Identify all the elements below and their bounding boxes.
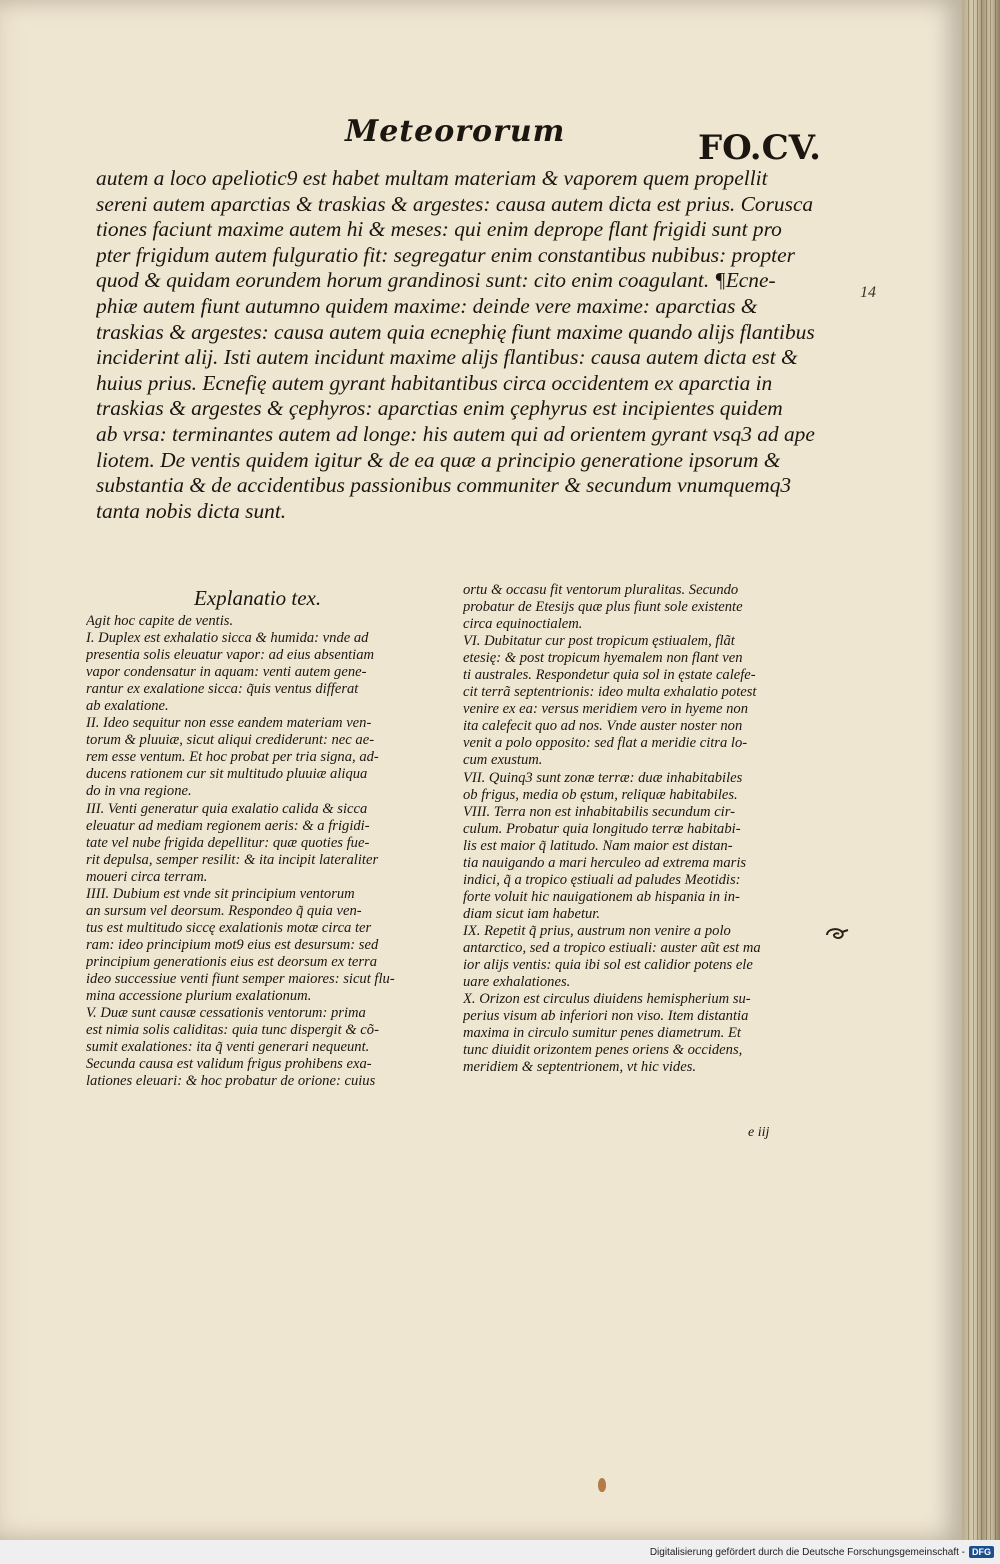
running-title: Meteororum xyxy=(345,114,566,149)
right-column-line: X. Orizon est circulus diuidens hemispherium su- xyxy=(463,991,751,1008)
margin-note: 14 xyxy=(860,284,876,301)
right-column-line: ior alijs ventis: quia ibi sol est calidior potens ele xyxy=(463,957,753,974)
right-column-line: ti australes. Respondetur quia sol in ęstate calefe- xyxy=(463,667,756,684)
left-column-line: lationes eleuari: & hoc probatur de orione: cuius xyxy=(86,1073,376,1090)
main-text-line: traskias & argestes & çephyros: aparctias enim çephyrus est incipientes quidem xyxy=(96,396,783,421)
commentary-left-column xyxy=(86,613,442,1090)
commentary-right-column xyxy=(463,582,821,1076)
main-text-line: autem a loco apeliotic9 est habet multam materiam & vaporem quem propellit xyxy=(96,166,768,190)
right-column-line: maxima in circulo sumitur penes diametrum. Et xyxy=(463,1025,741,1042)
main-text-line: phiæ autem fiunt autumno quidem maxime: deinde vere maxime: aparctias & xyxy=(96,293,758,318)
left-column-line: eleuatur ad mediam regionem aeris: & a frigidi- xyxy=(86,817,370,834)
left-column-line: do in vna regione. xyxy=(86,783,192,800)
right-column-line: lis est maior q̃ latitudo. Nam maior est distan- xyxy=(463,837,733,854)
left-column-line: rem esse ventum. Et hoc probat per tria signa, ad- xyxy=(86,749,379,766)
signature-mark: e iij xyxy=(748,1125,770,1140)
left-column-line: est nimia solis caliditas: quia tunc dispergit & cõ- xyxy=(86,1022,379,1039)
right-column-line: IX. Repetit q̃ prius, austrum non venire a polo xyxy=(463,922,731,939)
left-column-line: mina accessione plurium exalationum. xyxy=(86,988,312,1005)
right-column-line: cit terrã septentrionis: ideo multa exhalatio potest xyxy=(463,684,757,701)
left-column-line: III. Venti generatur quia exalatio calida & sicca xyxy=(86,800,368,817)
main-text-line: tanta nobis dicta sunt. xyxy=(96,498,287,523)
left-column-line: Agit hoc capite de ventis. xyxy=(86,613,234,629)
right-column-line: cum exustum. xyxy=(463,752,543,769)
left-column-line: rantur ex exalatione sicca: q̃uis ventus differat xyxy=(86,681,359,698)
left-column-line: vapor condensatur in aquam: venti autem gene- xyxy=(86,664,367,681)
left-column-line: ideo successiue venti fiunt semper maiores: sicut flu- xyxy=(86,970,395,987)
left-column-line: IIII. Dubium est vnde sit principium ventorum xyxy=(86,885,355,902)
left-column-line: an sursum vel deorsum. Respondeo q̃ quia ven- xyxy=(86,902,362,919)
explanation-title: Explanatio tex. xyxy=(194,586,322,610)
right-column-line: venire ex ea: versus meridiem vero in hyeme non xyxy=(463,701,749,718)
left-column-line: tus est multitudo siccę exalationis motæ circa ter xyxy=(86,919,372,936)
left-column-line: I. Duplex est exhalatio sicca & humida: vnde ad xyxy=(86,630,369,647)
right-column-line: antarctico, sed a tropico estiuali: auster aũt est ma xyxy=(463,939,761,956)
right-column-line: culum. Probatur quia longitudo terræ habitabi- xyxy=(463,820,741,837)
left-column-line: tate vel nube frigida depellitur: quæ quoties fue- xyxy=(86,834,370,851)
left-column-line: II. Ideo sequitur non esse eandem materiam ven- xyxy=(86,715,372,732)
page-edge xyxy=(962,0,1000,1540)
left-column-line: torum & pluuiæ, sicut aliqui crediderunt: nec ae- xyxy=(86,732,375,749)
footer-credit: Digitalisierung gefördert durch die Deutsche Forschungsgemeinschaft - xyxy=(649,1546,965,1558)
right-column-line: tunc diuidit orizontem penes oriens & occidens, xyxy=(463,1042,743,1059)
main-text-line: traskias & argestes: causa autem quia ecnephię fiunt maxime quando alijs flantibus xyxy=(96,319,815,344)
ink-stain xyxy=(598,1478,606,1492)
right-column-line: ita calefecit quo ad nos. Vnde auster noster non xyxy=(463,718,743,735)
left-column-line: ab exalatione. xyxy=(86,698,169,715)
main-text-line: sereni autem aparctias & traskias & argestes: causa autem dicta est prius. Corusca xyxy=(96,191,814,216)
right-column-line: indici, q̃ a tropico ęstiuali ad paludes Meotidis: xyxy=(463,871,741,888)
left-column-line: ram: ideo principium mot9 eius est desursum: sed xyxy=(86,936,379,953)
main-text-line: tiones faciunt maxime autem hi & meses: qui enim deprope flant frigidi sunt pro xyxy=(96,217,782,242)
right-column-line: VIII. Terra non est inhabitabilis secundum cir- xyxy=(463,803,735,820)
folio-number: FO.CV. xyxy=(698,128,821,168)
left-column-line: ducens rationem cur sit multitudo pluuiæ aliqua xyxy=(86,766,368,783)
right-column-line: tia nauigando a mari herculeo ad extrema maris xyxy=(463,854,747,871)
footer-bar xyxy=(0,1540,1000,1564)
main-text-line: quod & quidam eorundem horum grandinosi sunt: cito enim coagulant. ¶Ecne- xyxy=(96,268,776,293)
left-column-line: V. Duæ sunt causæ cessationis ventorum: prima xyxy=(86,1005,366,1022)
right-column-line: forte voluit hic nauigationem ab hispania in in- xyxy=(463,888,740,905)
left-column-line: rit depulsa, semper resilit: & ita incipit lateraliter xyxy=(86,851,379,868)
left-column-line: presentia solis eleuatur vapor: ad eius absentiam xyxy=(86,647,375,664)
right-column-line: circa equinoctialem. xyxy=(463,616,583,633)
right-column-line: ortu & occasu fit ventorum pluralitas. Secundo xyxy=(463,582,739,598)
right-column-line: meridiem & septentrionem, vt hic vides. xyxy=(463,1059,697,1076)
left-column-line: sumit exalationes: ita q̃ venti generari nequeunt. xyxy=(86,1039,370,1056)
right-column-line: ob frigus, media ob ęstum, reliquæ habitabiles. xyxy=(463,786,738,803)
right-column-line: venit a polo opposito: sed flat a meridie citra lo- xyxy=(463,735,748,752)
right-column-line: VII. Quinq3 sunt zonæ terræ: duæ inhabitabiles xyxy=(463,769,743,786)
main-text-line: liotem. De ventis quidem igitur & de ea quæ a principio generatione ipsorum & xyxy=(96,447,781,472)
left-column-line: principium generationis eius est deorsum ex terra xyxy=(86,953,378,970)
main-text-line: huius prius. Ecnefię autem gyrant habitantibus circa occidentem ex aparctia in xyxy=(96,370,773,395)
main-text-line: substantia & de accidentibus passionibus communiter & secundum vnumquemq3 xyxy=(96,473,792,498)
right-column-line: diam sicut iam habetur. xyxy=(463,905,601,922)
right-column-line: etesię: & post tropicum hyemalem non flant ven xyxy=(463,650,743,667)
main-text-line: ab vrsa: terminantes autem ad longe: his autem qui ad orientem gyrant vsq3 ad ape xyxy=(96,421,815,446)
right-column-line: probatur de Etesijs quæ plus fiunt sole existente xyxy=(463,599,743,616)
main-text-line: inciderint alij. Isti autem incidunt maxime alijs flantibus: causa autem dicta est & xyxy=(96,345,798,370)
main-text-line: pter frigidum autem fulguratio fit: segregatur enim constantibus nubibus: propter xyxy=(96,242,795,267)
dfg-logo: DFG xyxy=(969,1546,994,1558)
hand-drawn-mark-icon xyxy=(824,926,850,944)
main-text-block xyxy=(96,166,836,524)
right-column-line: VI. Dubitatur cur post tropicum ęstiualem, flãt xyxy=(463,633,735,650)
left-column-line: moueri circa terram. xyxy=(86,868,208,885)
right-column-line: uare exhalationes. xyxy=(463,974,571,991)
left-column-line: Secunda causa est validum frigus prohibens exa- xyxy=(86,1056,372,1073)
right-column-line: perius visum ab inferiori non viso. Item distantia xyxy=(463,1008,749,1025)
